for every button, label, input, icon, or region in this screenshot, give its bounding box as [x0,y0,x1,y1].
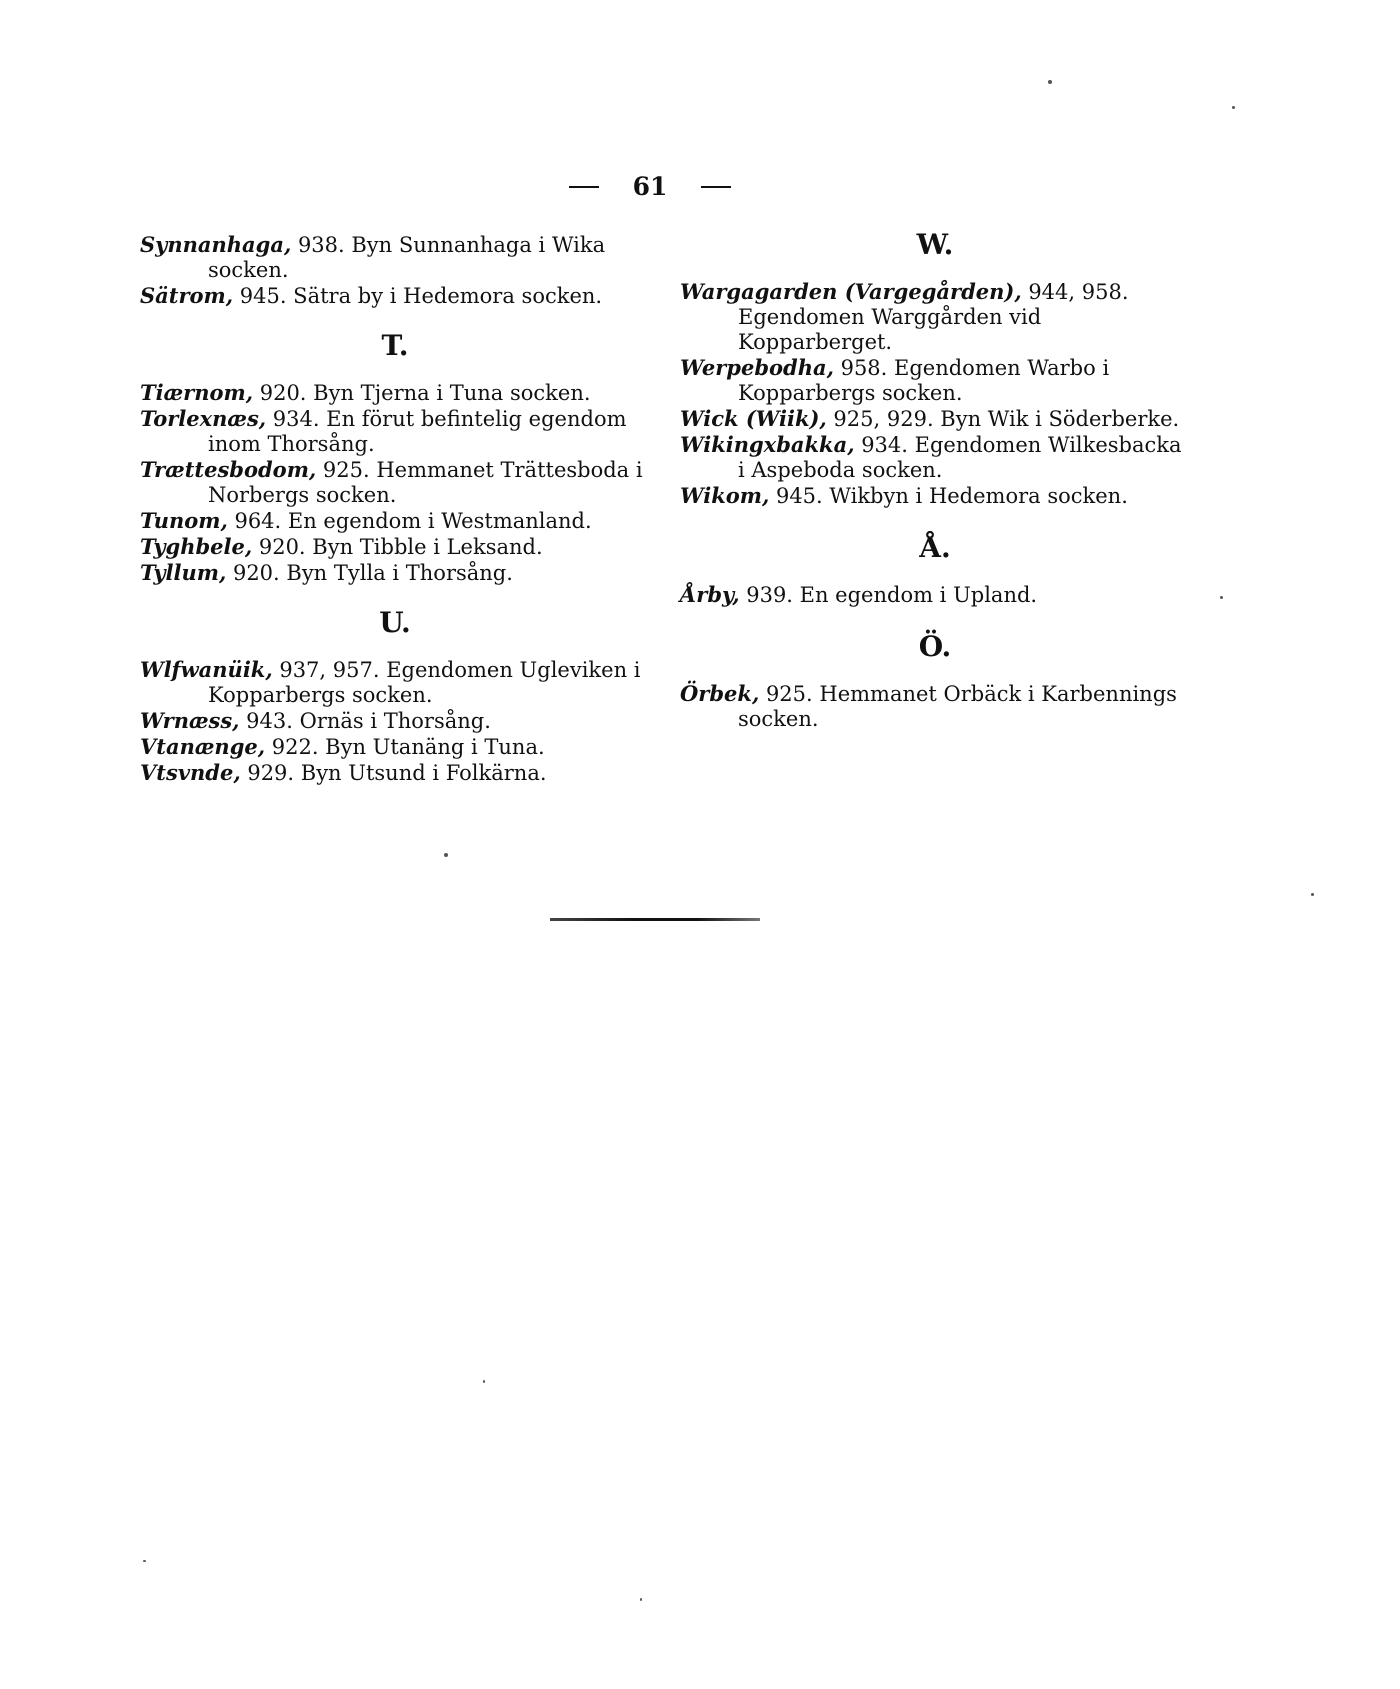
entry-headword: Wick (Wiik), [680,406,827,431]
entry-text: 939. En egendom i Upland. [739,583,1038,607]
entry-headword: Örbek, [680,681,760,706]
entry-text: 920. Byn Tylla i Thorsång. [226,561,513,585]
scan-speck [444,853,448,857]
entry-headword: Torlexnæs, [140,406,267,431]
entry-headword: Wrnæss, [140,708,240,733]
scan-speck [1220,596,1223,599]
section-letter-aa: Å. [919,531,951,564]
entry-text: 944, 958. Egendomen Warggården vid Kopparberget. [738,280,1129,354]
index-entry [140,560,650,586]
section-letter-u: U. [379,606,411,639]
page-header [540,172,760,201]
entry-text: 922. Byn Utanäng i Tuna. [265,735,545,759]
index-entry [680,582,1190,608]
entry-headword: Werpebodha, [680,355,834,380]
index-entry [140,657,650,708]
entry-text: 945. Sätra by i Hedemora socken. [233,284,603,308]
entry-text: 958. Egendomen Warbo i Kopparbergs socken. [738,356,1110,405]
entry-text: 934. En förut befintelig egendom inom Thorsång. [208,407,627,456]
scan-speck [1311,893,1314,896]
entry-headword: Tunom, [140,508,228,533]
section-letter-w: W. [916,228,954,261]
index-entry [140,534,650,560]
header-dash-right [701,186,731,188]
scan-speck [143,1560,146,1562]
entry-text: 934. Egendomen Wilkesbacka i Aspeboda socken. [738,433,1182,482]
entry-text: 938. Byn Sunnanhaga i Wika socken. [208,233,606,282]
scan-speck [1048,80,1052,84]
index-entry [680,432,1190,483]
entry-headword: Trættesbodom, [140,457,317,482]
entry-headword: Tyllum, [140,560,227,585]
index-entry [680,483,1190,509]
left-column [140,232,650,786]
entry-text: 943. Ornäs i Thorsång. [239,709,491,733]
index-entry [680,681,1190,732]
entry-text: 925, 929. Byn Wik i Söderberke. [826,407,1180,431]
right-column [680,228,1190,732]
entry-headword: Sätrom, [140,283,234,308]
index-entry [140,232,650,283]
end-rule [550,918,760,921]
entry-text: 929. Byn Utsund i Folkärna. [240,761,547,785]
entry-headword: Vtsvnde, [140,760,241,785]
page-number: 61 [632,172,668,201]
index-entry [140,380,650,406]
header-dash-left [569,186,599,188]
entry-text: 920. Byn Tjerna i Tuna socken. [253,381,591,405]
entry-headword: Årby, [680,582,740,607]
entry-headword: Wlfwanüik, [140,657,273,682]
entry-headword: Synnanhaga, [140,232,292,257]
index-entry [140,734,650,760]
scan-speck [640,1598,642,1601]
entry-text: 925. Hemmanet Orbäck i Karbennings socken. [738,682,1177,731]
entry-text: 920. Byn Tibble i Leksand. [252,535,543,559]
index-entry [140,508,650,534]
entry-headword: Wikom, [680,483,770,508]
section-letter-oe: Ö. [918,630,952,663]
index-entry [680,279,1190,355]
entry-text: 945. Wikbyn i Hedemora socken. [769,484,1128,508]
scan-speck [1232,106,1235,109]
entry-headword: Tiærnom, [140,380,254,405]
index-entry [680,406,1190,432]
entry-text: 964. En egendom i Westmanland. [227,509,592,533]
section-letter-t: T. [381,329,409,362]
entry-headword: Vtanænge, [140,734,266,759]
entry-headword: Wargagarden (Vargegården), [680,279,1022,304]
entry-text: 937, 957. Egendomen Ugleviken i Kopparbergs socken. [208,658,641,707]
index-entry [140,406,650,457]
scan-speck [483,1380,485,1383]
index-entry [140,760,650,786]
entry-headword: Tyghbele, [140,534,253,559]
index-entry [140,283,650,309]
entry-headword: Wikingxbakka, [680,432,855,457]
index-entry [140,708,650,734]
index-entry [680,355,1190,406]
entry-text: 925. Hemmanet Trättesboda i Norbergs socken. [208,458,643,507]
index-entry [140,457,650,508]
